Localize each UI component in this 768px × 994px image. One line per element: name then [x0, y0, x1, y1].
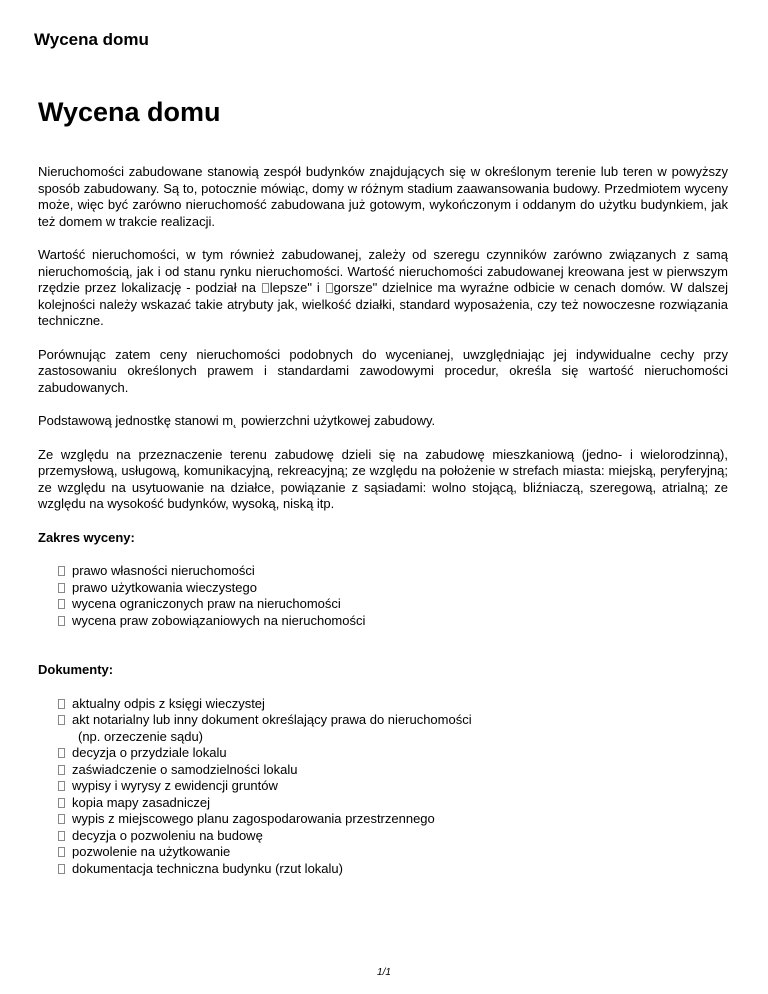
missing-glyph-icon: [262, 283, 269, 293]
paragraph-value-part2: lepsze" i: [269, 280, 325, 295]
list-item: wypis z miejscowego planu zagospodarowania przestrzennego: [58, 811, 728, 828]
list-item: decyzja o przydziale lokalu: [58, 745, 728, 762]
list-item: prawo własności nieruchomości: [58, 563, 728, 580]
bullet-icon: [58, 814, 65, 824]
article-body: [38, 164, 728, 877]
paragraph-unit: Podstawową jednostkę stanowi m˛ powierzchni użytkowej zabudowy.: [38, 413, 436, 428]
bullet-icon: [58, 781, 65, 791]
page-title: Wycena domu: [38, 97, 221, 127]
list-item-continuation: (np. orzeczenie sądu): [78, 728, 204, 744]
list-item: prawo użytkowania wieczystego: [58, 580, 728, 597]
paragraph-value-part1: Wartość nieruchomości, w tym również zabudowanej, zależy od szeregu czynników zarówno związanych z samą nieruchomością, jak i od stanu rynku nieruchomości. Wartość nieruchomości zabudowanej kreowana jest w pierwszym rzędzie przez lokalizację - podział na: [38, 247, 728, 295]
scope-list: [38, 563, 728, 629]
bullet-icon: [58, 831, 65, 841]
paragraph-intro: Nieruchomości zabudowane stanowią zespół budynków znajdujących się w określonym terenie lub teren w powyższy sposób zabudowany. Są to, potocznie mówiąc, domy w różnym stadium zaawansowania budowy. Przedmiotem wyceny może, więc być zarówno nieruchomość zabudowana już gotowym, wykończonym i oddanym do użytku budynkiem, jak też domem w trakcie realizacji.: [38, 164, 728, 229]
bullet-icon: [58, 748, 65, 758]
documents-heading: Dokumenty:: [38, 662, 114, 677]
list-item: zaświadczenie o samodzielności lokalu: [58, 762, 728, 779]
paragraph-value: [38, 247, 728, 330]
documents-list: [38, 696, 728, 878]
bullet-icon: [58, 566, 65, 576]
list-item: wycena praw zobowiązaniowych na nieruchomości: [58, 613, 728, 630]
paragraph-comparison: Porównując zatem ceny nieruchomości podobnych do wycenianej, uwzględniając jej indywidualne cechy przy zastosowaniu określonych prawem i standardami zawodowymi procedur, określa się wartość nieruchomości zabudowanych.: [38, 346, 728, 395]
bullet-icon: [58, 599, 65, 609]
bullet-icon: [58, 765, 65, 775]
bullet-icon: [58, 847, 65, 857]
paragraph-value-part3: gorsze" dzielnice ma wyraźne odbicie w cenach domów. W dalszej kolejności należy wskazać takie atrybuty jak, wielkość działki, standard wyposażenia, czy też nowoczesne rozwiązania techniczne.: [38, 280, 728, 328]
page-number: 1/1: [377, 967, 391, 978]
bullet-icon: [58, 583, 65, 593]
bullet-icon: [58, 616, 65, 626]
list-item: dokumentacja techniczna budynku (rzut lokalu): [58, 861, 728, 878]
list-item: pozwolenie na użytkowanie: [58, 844, 728, 861]
bullet-icon: [58, 699, 65, 709]
list-item: decyzja o pozwoleniu na budowę: [58, 828, 728, 845]
list-item: aktualny odpis z księgi wieczystej: [58, 696, 728, 713]
list-item: kopia mapy zasadniczej: [58, 795, 728, 812]
missing-glyph-icon: [326, 283, 333, 293]
list-item: wycena ograniczonych praw na nieruchomości: [58, 596, 728, 613]
list-item: akt notarialny lub inny dokument określający prawa do nieruchomości (np. orzeczenie sądu): [58, 712, 728, 745]
bullet-icon: [58, 798, 65, 808]
list-item: wypisy i wyrysy z ewidencji gruntów: [58, 778, 728, 795]
scope-heading: Zakres wyceny:: [38, 529, 135, 545]
paragraph-classification: Ze względu na przeznaczenie terenu zabudowę dzieli się na zabudowę mieszkaniową (jedno- i wielorodzinną), przemysłową, usługową, komunikacyjną, rekreacyjną; ze względu na położenie w strefach miasta: miejską, peryferyjną; ze względu na usytuowanie na działce, powiązanie z sąsiadami: wolno stojącą, bliźniaczą, szeregową, atrialną; ze względu na wysokość budynków, wysoką, niską itp.: [38, 446, 728, 511]
header-title: Wycena domu: [34, 30, 149, 49]
bullet-icon: [58, 864, 65, 874]
bullet-icon: [58, 715, 65, 725]
